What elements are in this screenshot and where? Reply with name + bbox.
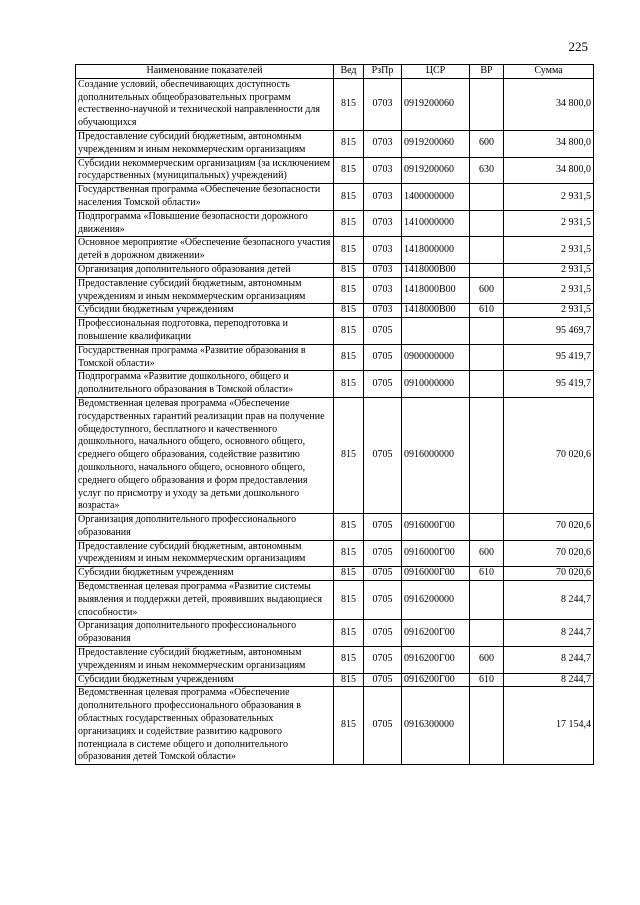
cell-rzpr: 0703 (364, 263, 402, 277)
cell-vr (470, 237, 504, 264)
cell-csr: 0916000Г00 (402, 567, 470, 581)
cell-ved: 815 (334, 647, 364, 674)
table-row (76, 344, 594, 371)
cell-rzpr: 0705 (364, 344, 402, 371)
cell-vr (470, 263, 504, 277)
cell-sum: 8 244,7 (504, 673, 594, 687)
cell-csr: 0910000000 (402, 371, 470, 398)
cell-name: Субсидии бюджетным учреждениям (76, 673, 334, 687)
cell-vr: 610 (470, 567, 504, 581)
cell-ved: 815 (334, 210, 364, 237)
cell-name: Субсидии бюджетным учреждениям (76, 567, 334, 581)
cell-rzpr: 0705 (364, 397, 402, 513)
cell-rzpr: 0703 (364, 184, 402, 211)
budget-table (75, 64, 594, 765)
cell-sum: 2 931,5 (504, 237, 594, 264)
cell-csr: 0916300000 (402, 687, 470, 765)
cell-rzpr: 0703 (364, 210, 402, 237)
cell-sum: 2 931,5 (504, 277, 594, 304)
cell-vr: 630 (470, 157, 504, 184)
cell-sum: 95 469,7 (504, 318, 594, 345)
cell-name: Ведомственная целевая программа «Обеспечение дополнительного профессионального образования в областных государственных образовательных организациях и содействие развитию кадрового потенциала в системе общего и дополнительного образования детей Томской области» (76, 687, 334, 765)
cell-sum: 95 419,7 (504, 371, 594, 398)
cell-ved: 815 (334, 540, 364, 567)
cell-sum: 2 931,5 (504, 184, 594, 211)
cell-ved: 815 (334, 620, 364, 647)
cell-name: Предоставление субсидий бюджетным, автономным учреждениям и иным некоммерческим организациям (76, 540, 334, 567)
table-row (76, 397, 594, 513)
table-row (76, 567, 594, 581)
cell-rzpr: 0703 (364, 304, 402, 318)
cell-rzpr: 0703 (364, 78, 402, 130)
table-row (76, 210, 594, 237)
cell-sum: 2 931,5 (504, 304, 594, 318)
cell-ved: 815 (334, 184, 364, 211)
cell-name: Предоставление субсидий бюджетным, автономным учреждениям и иным некоммерческим организациям (76, 647, 334, 674)
table-row (76, 581, 594, 620)
cell-csr (402, 318, 470, 345)
cell-rzpr: 0703 (364, 157, 402, 184)
cell-sum: 70 020,6 (504, 397, 594, 513)
cell-vr (470, 184, 504, 211)
cell-csr: 0916000Г00 (402, 514, 470, 541)
table-row (76, 514, 594, 541)
cell-vr (470, 371, 504, 398)
cell-ved: 815 (334, 673, 364, 687)
cell-vr (470, 344, 504, 371)
table-row (76, 304, 594, 318)
table-row (76, 673, 594, 687)
table-row (76, 263, 594, 277)
cell-vr (470, 78, 504, 130)
cell-ved: 815 (334, 581, 364, 620)
cell-ved: 815 (334, 237, 364, 264)
table-row (76, 620, 594, 647)
table-row (76, 157, 594, 184)
header-csr: ЦСР (402, 65, 470, 79)
cell-name: Организация дополнительного профессионального образования (76, 514, 334, 541)
cell-rzpr: 0703 (364, 277, 402, 304)
cell-sum: 95 419,7 (504, 344, 594, 371)
table-row (76, 371, 594, 398)
cell-ved: 815 (334, 130, 364, 157)
cell-csr: 1418000В00 (402, 277, 470, 304)
table-row (76, 318, 594, 345)
cell-sum: 34 800,0 (504, 78, 594, 130)
cell-ved: 815 (334, 157, 364, 184)
cell-vr (470, 687, 504, 765)
table-row (76, 277, 594, 304)
header-sum: Сумма (504, 65, 594, 79)
cell-rzpr: 0705 (364, 540, 402, 567)
table-row (76, 687, 594, 765)
cell-csr: 0919200060 (402, 78, 470, 130)
cell-name: Подпрограмма «Повышение безопасности дорожного движения» (76, 210, 334, 237)
cell-sum: 34 800,0 (504, 130, 594, 157)
header-vr: ВР (470, 65, 504, 79)
header-rzpr: РзПр (364, 65, 402, 79)
cell-name: Государственная программа «Развитие образования в Томской области» (76, 344, 334, 371)
cell-name: Подпрограмма «Развитие дошкольного, общего и дополнительного образования в Томской области» (76, 371, 334, 398)
cell-vr (470, 620, 504, 647)
cell-name: Ведомственная целевая программа «Обеспечение государственных гарантий реализации прав на получение общедоступного, бесплатного и качественного дошкольного, начального общего, основного общего, среднего общего образования, содействие развитию дошкольного, начального общего, основного общего, среднего общего образования и форм предоставления услуг по присмотру и уходу за детьми дошкольного возраста» (76, 397, 334, 513)
cell-csr: 1418000000 (402, 237, 470, 264)
cell-sum: 70 020,6 (504, 567, 594, 581)
cell-csr: 0900000000 (402, 344, 470, 371)
cell-ved: 815 (334, 397, 364, 513)
cell-rzpr: 0705 (364, 567, 402, 581)
cell-name: Предоставление субсидий бюджетным, автономным учреждениям и иным некоммерческим организациям (76, 130, 334, 157)
cell-csr: 1418000В00 (402, 304, 470, 318)
cell-ved: 815 (334, 263, 364, 277)
cell-vr (470, 514, 504, 541)
cell-rzpr: 0703 (364, 130, 402, 157)
cell-sum: 2 931,5 (504, 210, 594, 237)
cell-ved: 815 (334, 371, 364, 398)
cell-ved: 815 (334, 78, 364, 130)
cell-vr (470, 210, 504, 237)
cell-csr: 0916000Г00 (402, 540, 470, 567)
cell-csr: 0916200Г00 (402, 673, 470, 687)
cell-csr: 0916000000 (402, 397, 470, 513)
table-body (76, 78, 594, 764)
cell-rzpr: 0705 (364, 620, 402, 647)
cell-csr: 0916200Г00 (402, 647, 470, 674)
cell-csr: 0919200060 (402, 130, 470, 157)
cell-rzpr: 0705 (364, 318, 402, 345)
cell-vr: 600 (470, 647, 504, 674)
cell-rzpr: 0705 (364, 581, 402, 620)
cell-ved: 815 (334, 567, 364, 581)
cell-ved: 815 (334, 687, 364, 765)
cell-name: Субсидии бюджетным учреждениям (76, 304, 334, 318)
cell-vr: 600 (470, 130, 504, 157)
table-row (76, 237, 594, 264)
cell-vr (470, 318, 504, 345)
cell-name: Организация дополнительного профессионального образования (76, 620, 334, 647)
cell-name: Субсидии некоммерческим организациям (за исключением государственных (муниципальных) учреждений) (76, 157, 334, 184)
cell-vr: 610 (470, 673, 504, 687)
cell-name: Ведомственная целевая программа «Развитие системы выявления и поддержки детей, проявивших выдающиеся способности» (76, 581, 334, 620)
cell-sum: 8 244,7 (504, 647, 594, 674)
header-ved: Вед (334, 65, 364, 79)
table-row (76, 647, 594, 674)
cell-sum: 17 154,4 (504, 687, 594, 765)
cell-ved: 815 (334, 318, 364, 345)
table-header-row (76, 65, 594, 79)
cell-name: Создание условий, обеспечивающих доступность дополнительных общеобразовательных программ естественно-научной и технической направленности для обучающихся (76, 78, 334, 130)
cell-csr: 1418000В00 (402, 263, 470, 277)
table-row (76, 130, 594, 157)
cell-ved: 815 (334, 344, 364, 371)
cell-rzpr: 0705 (364, 647, 402, 674)
cell-ved: 815 (334, 277, 364, 304)
cell-sum: 8 244,7 (504, 620, 594, 647)
cell-vr: 610 (470, 304, 504, 318)
cell-ved: 815 (334, 304, 364, 318)
cell-rzpr: 0705 (364, 687, 402, 765)
cell-rzpr: 0705 (364, 673, 402, 687)
cell-sum: 2 931,5 (504, 263, 594, 277)
cell-sum: 70 020,6 (504, 514, 594, 541)
cell-name: Основное мероприятие «Обеспечение безопасного участия детей в дорожном движении» (76, 237, 334, 264)
cell-sum: 70 020,6 (504, 540, 594, 567)
cell-name: Организация дополнительного образования детей (76, 263, 334, 277)
cell-ved: 815 (334, 514, 364, 541)
cell-rzpr: 0703 (364, 237, 402, 264)
header-name: Наименование показателей (76, 65, 334, 79)
cell-sum: 8 244,7 (504, 581, 594, 620)
cell-csr: 0916200000 (402, 581, 470, 620)
cell-vr: 600 (470, 540, 504, 567)
cell-csr: 0919200060 (402, 157, 470, 184)
cell-vr (470, 581, 504, 620)
cell-csr: 0916200Г00 (402, 620, 470, 647)
cell-name: Предоставление субсидий бюджетным, автономным учреждениям и иным некоммерческим организациям (76, 277, 334, 304)
cell-name: Государственная программа «Обеспечение безопасности населения Томской области» (76, 184, 334, 211)
page-number: 225 (568, 39, 588, 54)
cell-name: Профессиональная подготовка, переподготовка и повышение квалификации (76, 318, 334, 345)
table-row (76, 78, 594, 130)
cell-csr: 1410000000 (402, 210, 470, 237)
cell-vr: 600 (470, 277, 504, 304)
cell-rzpr: 0705 (364, 371, 402, 398)
table-row (76, 540, 594, 567)
cell-sum: 34 800,0 (504, 157, 594, 184)
table-row (76, 184, 594, 211)
cell-csr: 1400000000 (402, 184, 470, 211)
cell-rzpr: 0705 (364, 514, 402, 541)
cell-vr (470, 397, 504, 513)
